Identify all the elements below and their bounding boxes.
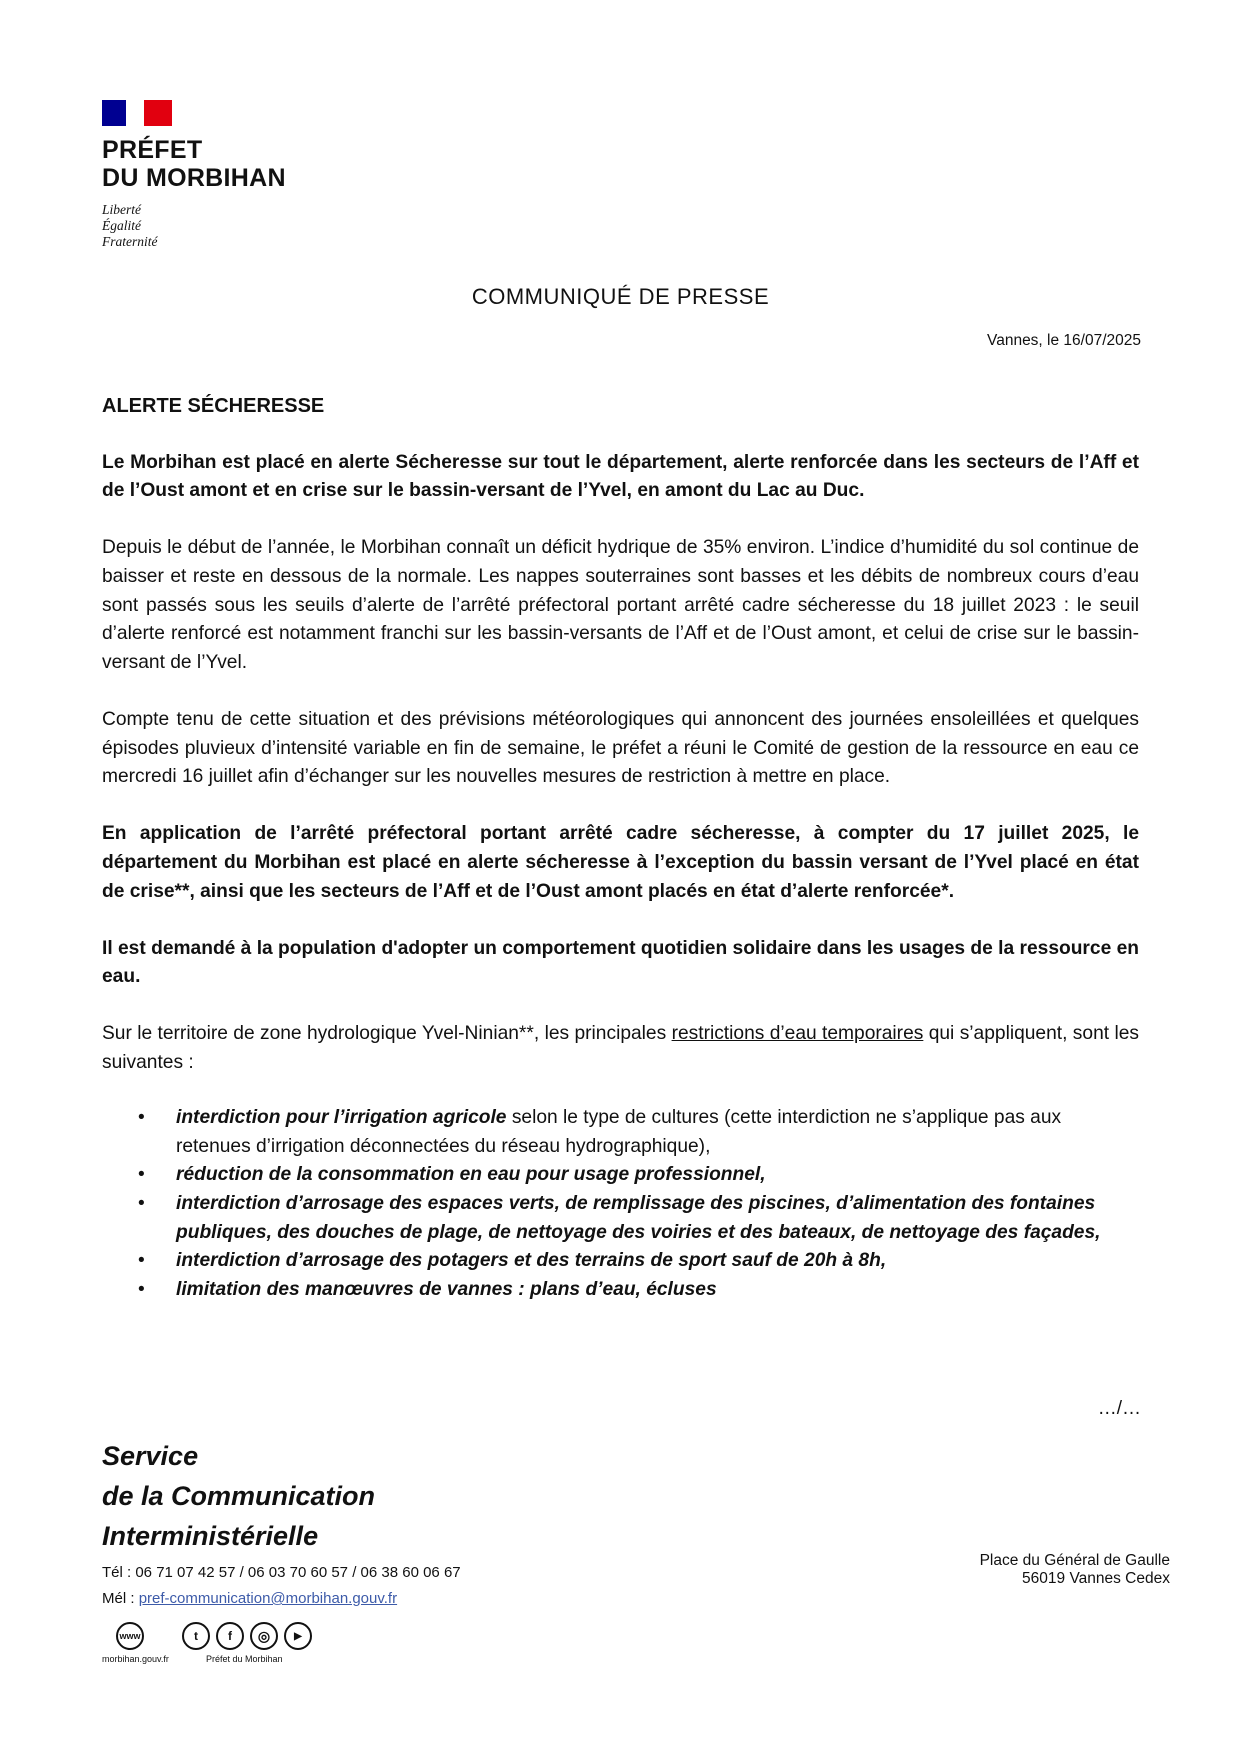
- paragraph-application: En application de l’arrêté préfectoral portant arrêté cadre sécheresse, à compter du 17 juillet 2025, le département du Morbihan est placé en alerte sécheresse à l’exception du bassin versant de l’Yvel placé en état de crise**, ainsi que les secteurs de l’Aff et de l’Oust amont placés en état d’alerte renforcée*.: [102, 823, 1139, 902]
- prefecture-logo: [102, 100, 362, 250]
- motto-fraternite: Fraternité: [102, 234, 158, 249]
- bullet-icon: •: [138, 1278, 145, 1300]
- restrictions-list: [102, 1104, 1139, 1304]
- paragraph-situation: Compte tenu de cette situation et des prévisions météorologiques qui annoncent des journées ensoleillées et quelques épisodes pluvieux d’intensité variable en fin de semaine, le préfet a réuni le Comité de gestion de la ressource en eau ce mercredi 16 juillet afin d’échanger sur les nouvelles mesures de restriction à mettre en place.: [102, 708, 1139, 788]
- list-item: • interdiction d’arrosage des espaces verts, de remplissage des piscines, d’alimentation des fontaines publiques, des douches de plage, de nettoyage des voiries et des bateaux, de nettoyage des façades,: [102, 1190, 1139, 1247]
- footer-service-name: Service de la Communication Interministérielle: [102, 1441, 376, 1551]
- social-label: Préfet du Morbihan: [206, 1654, 283, 1664]
- bullet-icon: •: [138, 1107, 145, 1129]
- list-item: • réduction de la consommation en eau pour usage professionnel,: [102, 1161, 1139, 1190]
- logo-line-2: DU MORBIHAN: [102, 164, 286, 192]
- section-heading: ALERTE SÉCHERESSE: [102, 395, 325, 417]
- bullet-icon: •: [138, 1193, 145, 1215]
- bullet-icon: •: [138, 1164, 145, 1186]
- twitter-icon[interactable]: t: [182, 1622, 210, 1650]
- document-date: Vannes, le 16/07/2025: [987, 332, 1141, 349]
- email-link[interactable]: pref-communication@morbihan.gouv.fr: [138, 1590, 398, 1607]
- instagram-icon[interactable]: ◎: [250, 1622, 278, 1650]
- motto-egalite: Égalité: [102, 218, 141, 233]
- intro-paragraph: Le Morbihan est placé en alerte Sécheresse sur tout le département, alerte renforcée dans les secteurs de l’Aff et de l’Oust amont et en crise sur le bassin-versant de l’Yvel, en amont du Lac au Duc.: [102, 451, 1139, 502]
- youtube-icon[interactable]: ▶: [284, 1622, 312, 1650]
- paragraph-deficit: Depuis le début de l’année, le Morbihan connaît un déficit hydrique de 35% environ. L’indice d’humidité du sol continue de baisser et reste en dessous de la normale. Les nappes souterraines sont basses et les débits de nombreux cours d’eau sont passés sous les seuils d’alerte de l’arrêté préfectoral portant arrêté cadre sécheresse du 18 juillet 2023 : le seuil d’alerte renforcé est notamment franchi sur les bassin-versants de l’Aff et de l’Oust amont, et celui de crise sur le bassin-versant de l’Yvel.: [102, 537, 1139, 673]
- logo-line-1: PRÉFET: [102, 136, 203, 164]
- republic-motto: [102, 202, 362, 250]
- restrictions-text-before: Sur le territoire de zone hydrologique Yvel-Ninian**, les principales: [102, 1023, 672, 1045]
- restrictions-text-after: qui s’appliquent, sont les suivantes :: [102, 1023, 1139, 1074]
- footer-address: Place du Général de Gaulle 56019 Vannes Cedex: [979, 1552, 1170, 1587]
- bullet-icon: •: [138, 1250, 145, 1272]
- website-icon[interactable]: www: [116, 1622, 144, 1650]
- website-label: morbihan.gouv.fr: [102, 1654, 169, 1664]
- footer-phone: Tél : 06 71 07 42 57 / 06 03 70 60 57 / 06 38 60 06 67: [102, 1564, 461, 1581]
- facebook-icon[interactable]: f: [216, 1622, 244, 1650]
- email-label: Mél :: [102, 1590, 139, 1607]
- marianne-flag-logo: [102, 100, 172, 126]
- restrictions-link[interactable]: restrictions d’eau temporaires: [671, 1023, 924, 1045]
- paragraph-restrictions: [102, 1020, 1139, 1077]
- continuation-mark: …/…: [1097, 1398, 1141, 1419]
- list-item: • limitation des manœuvres de vannes : plans d’eau, écluses: [102, 1276, 1139, 1305]
- document-body: [102, 392, 1139, 1304]
- list-item: • interdiction pour l’irrigation agricole selon le type de cultures (cette interdiction ne s’applique pas aux retenues d’irrigation déconnectées du réseau hydrographique),: [102, 1104, 1139, 1161]
- motto-liberte: Liberté: [102, 202, 141, 217]
- footer-email-line: [102, 1590, 397, 1607]
- logo-title: [102, 136, 362, 192]
- document-title: COMMUNIQUÉ DE PRESSE: [471, 284, 770, 309]
- list-item: • interdiction d’arrosage des potagers et des terrains de sport sauf de 20h à 8h,: [102, 1247, 1139, 1276]
- paragraph-population: Il est demandé à la population d'adopter un comportement quotidien solidaire dans les usages de la ressource en eau.: [102, 937, 1139, 988]
